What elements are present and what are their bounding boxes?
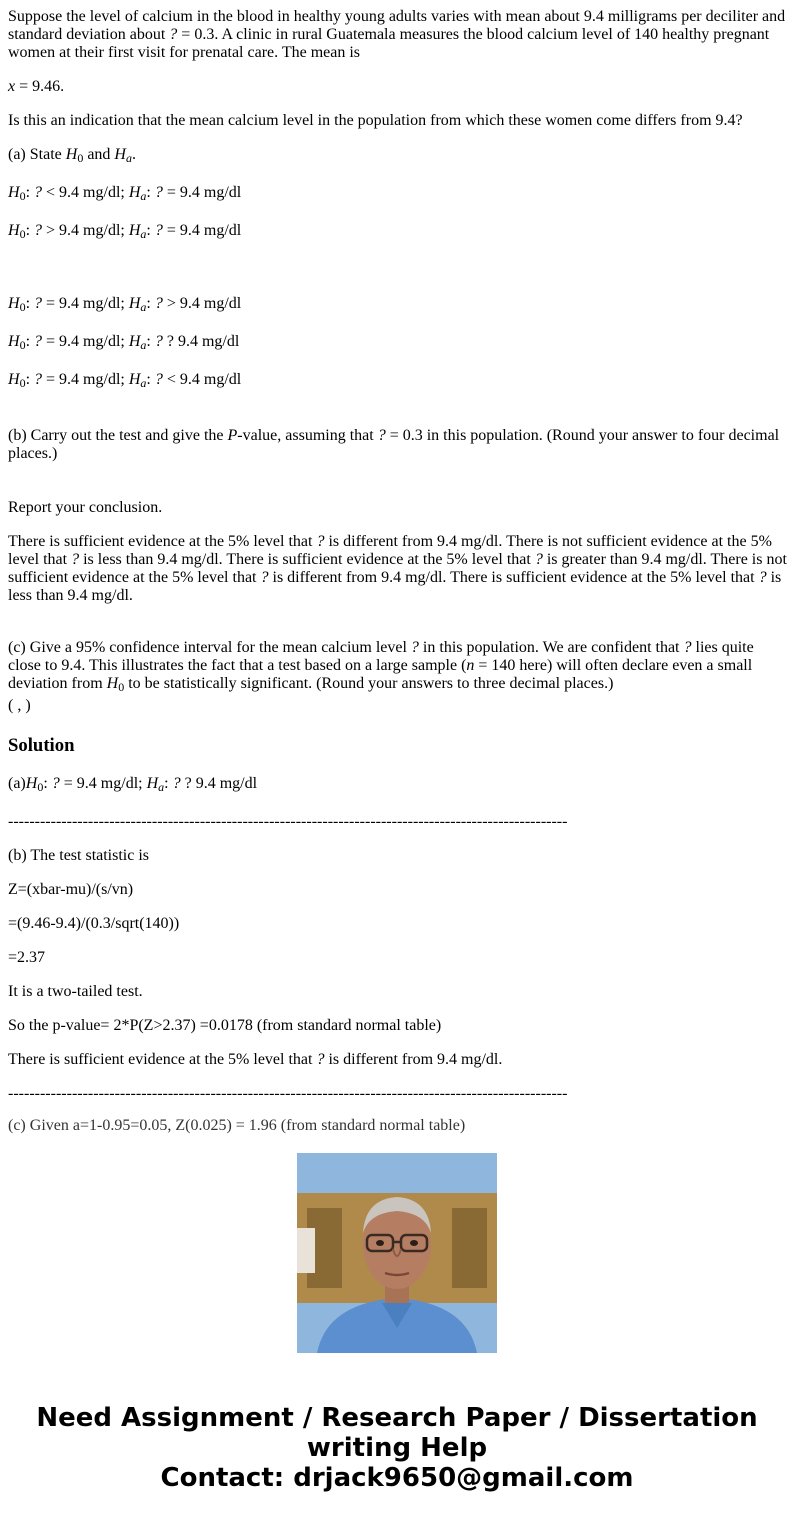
conclusion-options[interactable]: There is sufficient evidence at the 5% level that ? is different from 9.4 mg/dl. There is not sufficient evidence at the 5% level that ? is less than 9.4 mg/dl. There is sufficient evidence at the 5% level that ? is greater than 9.4 mg/dl. There is not sufficient evidence at the 5% level that ? is different from 9.4 mg/dl. There is sufficient evidence at the 5% level that ? is less than 9.4 mg/dl. (8, 533, 787, 604)
hypothesis-option[interactable]: $H_0$: ? < 9.4 mg/dl; $H_a$: ? = 9.4 mg/dl (8, 184, 242, 203)
intro-paragraph: Suppose the level of calcium in the blood in healthy young adults varies with mean about 9.4 milligrams per deciliter and standard deviation about ? = 0.3. A clinic in rural Guatemala measures the blood calcium level of 140 healthy pregnant women at their first visit for prenatal care. The mean is (8, 8, 786, 61)
hypothesis-option[interactable]: $H_0$: ? > 9.4 mg/dl; $H_a$: ? = 9.4 mg/dl (8, 222, 242, 241)
part-a-prompt: (a) State $H_0$ and $H_a$. (8, 146, 136, 165)
question-document (8, 0, 790, 1134)
solution-b-line: =2.37 (8, 949, 46, 966)
solution-b-line: It is a two-tailed test. (8, 983, 143, 1000)
part-c-prompt: (c) Give a 95% confidence interval for the mean calcium level ? in this population. We are confident that ? lies quite close to 9.4. This illustrates the fact that a test based on a large sample (n = 140 here) will often declare even a small deviation from $H_0$ to be statistically significant. (Round your answers to three decimal places.) (8, 639, 754, 694)
promo-line: Need Assignment / Research Paper / Dissertation (36, 1403, 758, 1433)
report-prompt: Report your conclusion. (8, 499, 163, 516)
solution-b-line: (b) The test statistic is (8, 847, 150, 864)
author-portrait (297, 1153, 497, 1353)
solution-c-line: (c) Given a=1-0.95=0.05, Z(0.025) = 1.96 (from standard normal table) (8, 1117, 466, 1134)
solution-b-line: So the p-value= 2*P(Z>2.37) =0.0178 (from standard normal table) (8, 1017, 442, 1034)
portrait-illustration (297, 1153, 497, 1353)
hypothesis-option[interactable]: $H_0$: ? = 9.4 mg/dl; $H_a$: ? ? 9.4 mg/dl (8, 333, 240, 352)
solution-b-conclusion: There is sufficient evidence at the 5% level that ? is different from 9.4 mg/dl. (8, 1051, 503, 1068)
interval-answer[interactable]: ( , ) (8, 697, 31, 714)
research-question: Is this an indication that the mean calcium level in the population from which these women come differs from 9.4? (8, 112, 743, 129)
hypothesis-option[interactable]: $H_0$: ? = 9.4 mg/dl; $H_a$: ? < 9.4 mg/dl (8, 371, 242, 390)
part-b-prompt: (b) Carry out the test and give the P-value, assuming that ? = 0.3 in this population. (Round your answer to four decimal places.) (8, 427, 780, 462)
divider: --------------------------------------------------------------------------------------------------------- (8, 1085, 568, 1102)
solution-b-line: =(9.46-9.4)/(0.3/sqrt(140)) (8, 915, 180, 932)
solution-a: $(a)H_0$: ? = 9.4 mg/dl; $H_a$: ? ? 9.4 mg/dl (8, 775, 258, 794)
promo-banner (0, 1403, 794, 1493)
sample-mean: x = 9.46. (8, 78, 65, 95)
hypothesis-option[interactable]: $H_0$: ? = 9.4 mg/dl; $H_a$: ? > 9.4 mg/dl (8, 295, 242, 314)
divider: --------------------------------------------------------------------------------------------------------- (8, 813, 568, 830)
solution-b-line: Z=(xbar-mu)/(s/vn) (8, 881, 134, 898)
promo-contact[interactable]: Contact: drjack9650@gmail.com (160, 1463, 634, 1493)
solution-heading: Solution (8, 735, 75, 756)
promo-line: writing Help (306, 1433, 488, 1463)
